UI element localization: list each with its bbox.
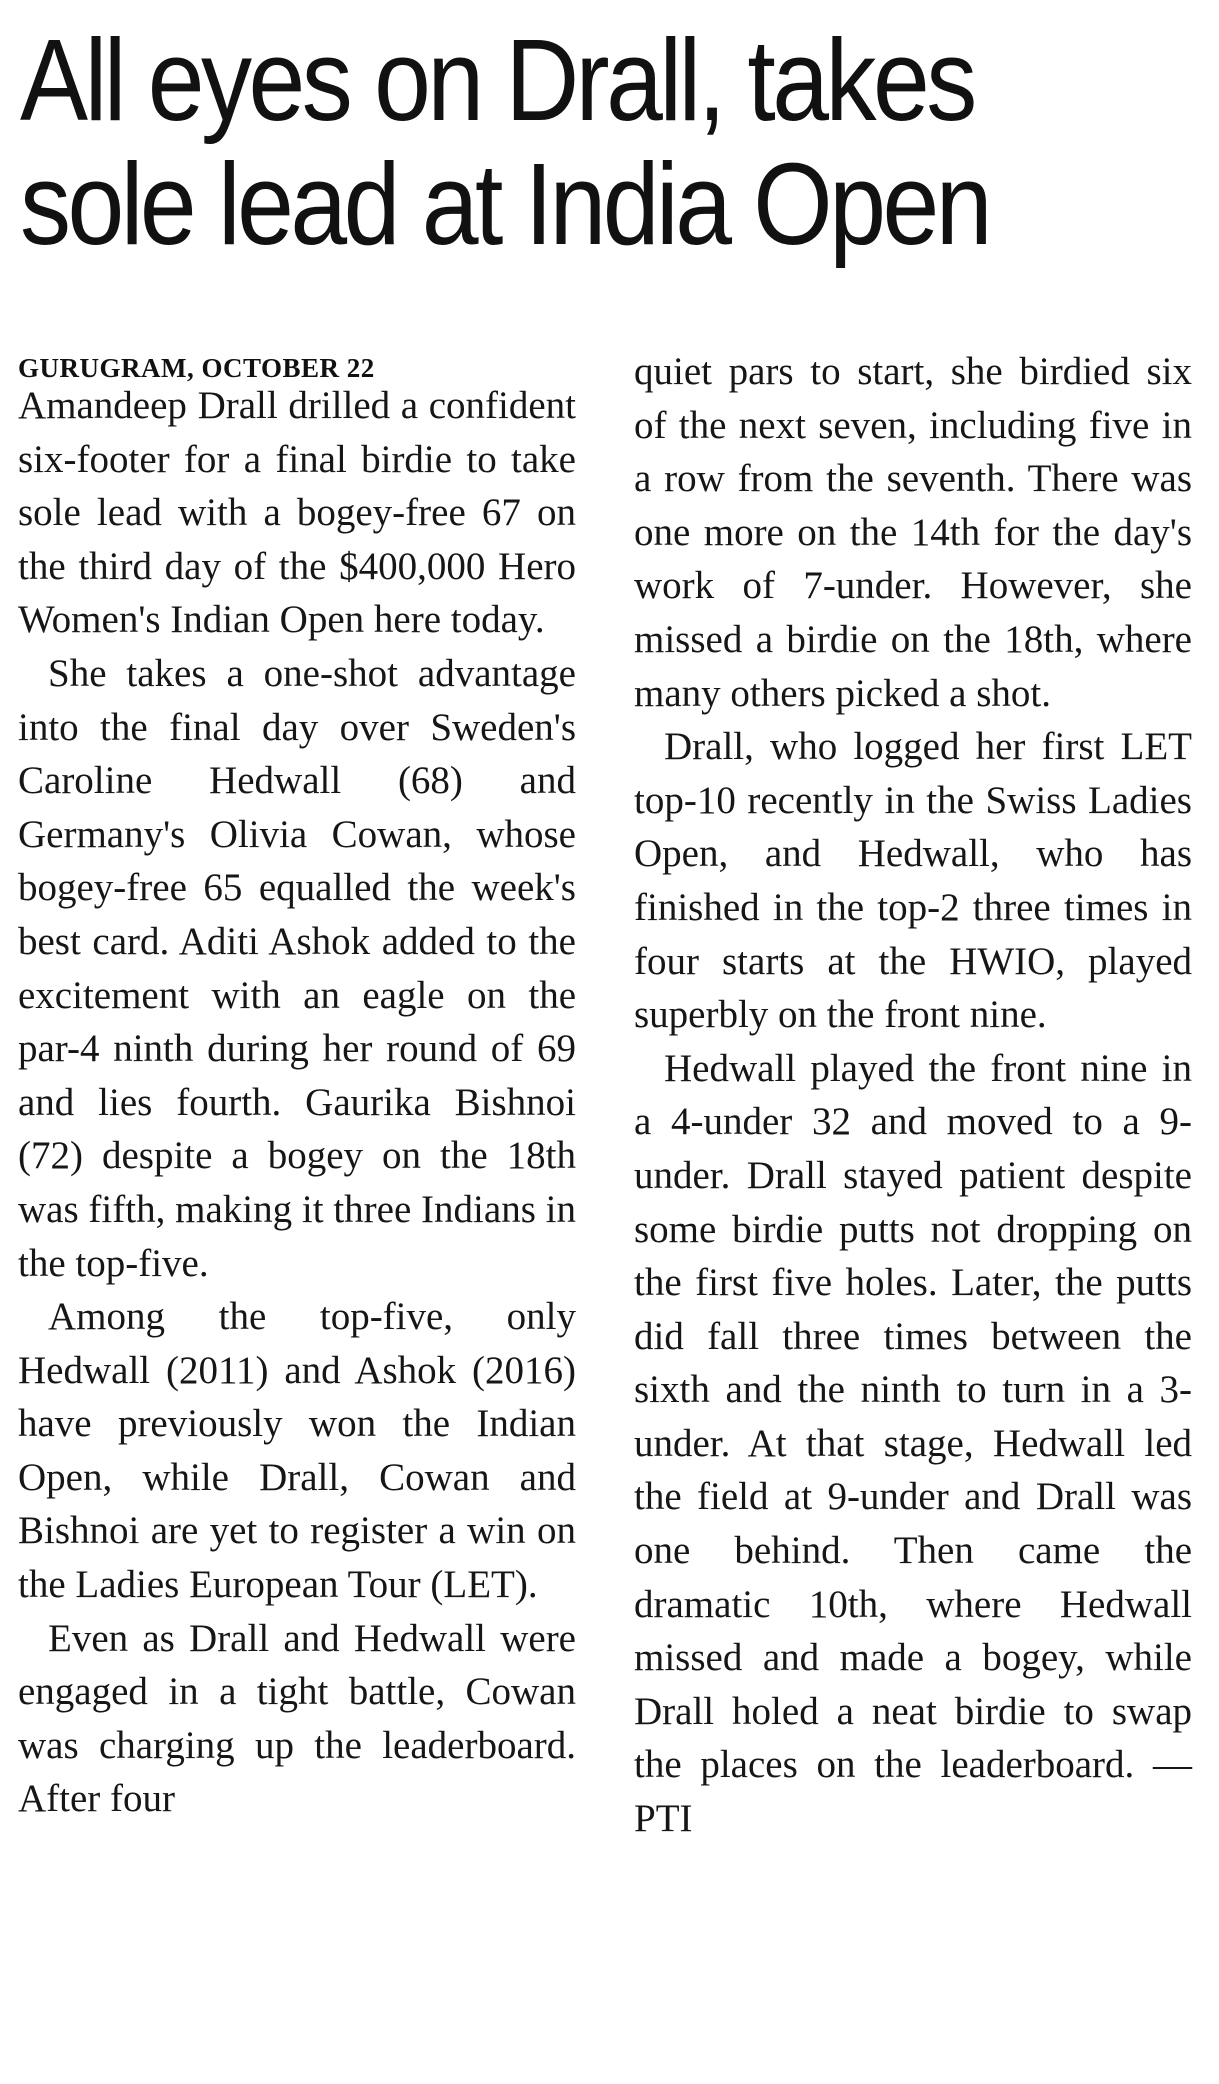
article-column-right — [634, 345, 1192, 1846]
paragraph: Even as Drall and Hedwall were engaged in a tight battle, Cowan was charging up the leaderboard. After four — [18, 1616, 576, 1821]
paragraph-lead: Amandeep Drall drilled a confident six-footer for a final birdie to take sole lead with a bogey-free 67 on the third day of the $400,000 Hero Women's Indian Open here today. — [18, 384, 576, 642]
paragraph: Drall, who logged her first LET top-10 recently in the Swiss Ladies Open, and Hedwall, who has finished in the top-2 three times in four starts at the HWIO, played superbly on the front nine. — [634, 725, 1192, 1037]
paragraph: Hedwall played the front nine in a 4-under 32 and moved to a 9-under. Drall stayed patient despite some birdie putts not dropping on the first five holes. Later, the putts did fall three times between the sixth and the ninth to turn in a 3-under. At that stage, Hedwall led the field at 9-under and Drall was one behind. Then came the dramatic 10th, where Hedwall missed and made a bogey, while Drall holed a neat birdie to swap the places on the leaderboard. — PTI — [634, 1046, 1192, 1841]
article-column-left — [18, 345, 576, 1826]
headline — [20, 15, 1067, 269]
paragraph-continued: quiet pars to start, she birdied six of the next seven, including five in a row from the seventh. There was one more on the 14th for the day's work of 7-under. However, she missed a birdie on the 18th, where many others picked a shot. — [634, 350, 1192, 715]
paragraph: Among the top-five, only Hedwall (2011) and Ashok (2016) have previously won the Indian Open, while Drall, Cowan and Bishnoi are yet to register a win on the Ladies European Tour (LET). — [18, 1295, 576, 1607]
paragraph: She takes a one-shot advantage into the final day over Sweden's Caroline Hedwall (68) and Germany's Olivia Cowan, whose bogey-free 65 equalled the week's best card. Aditi Ashok added to the excitement with an eagle on the par-4 ninth during her round of 69 and lies fourth. Gaurika Bishnoi (72) despite a bogey on the 18th was fifth, making it three Indians in the top-five. — [18, 651, 576, 1285]
headline-line-1: All eyes on Drall, takes — [20, 15, 974, 145]
dateline: GURUGRAM, OCTOBER 22 — [18, 353, 375, 383]
headline-line-2: sole lead at India Open — [20, 139, 989, 269]
